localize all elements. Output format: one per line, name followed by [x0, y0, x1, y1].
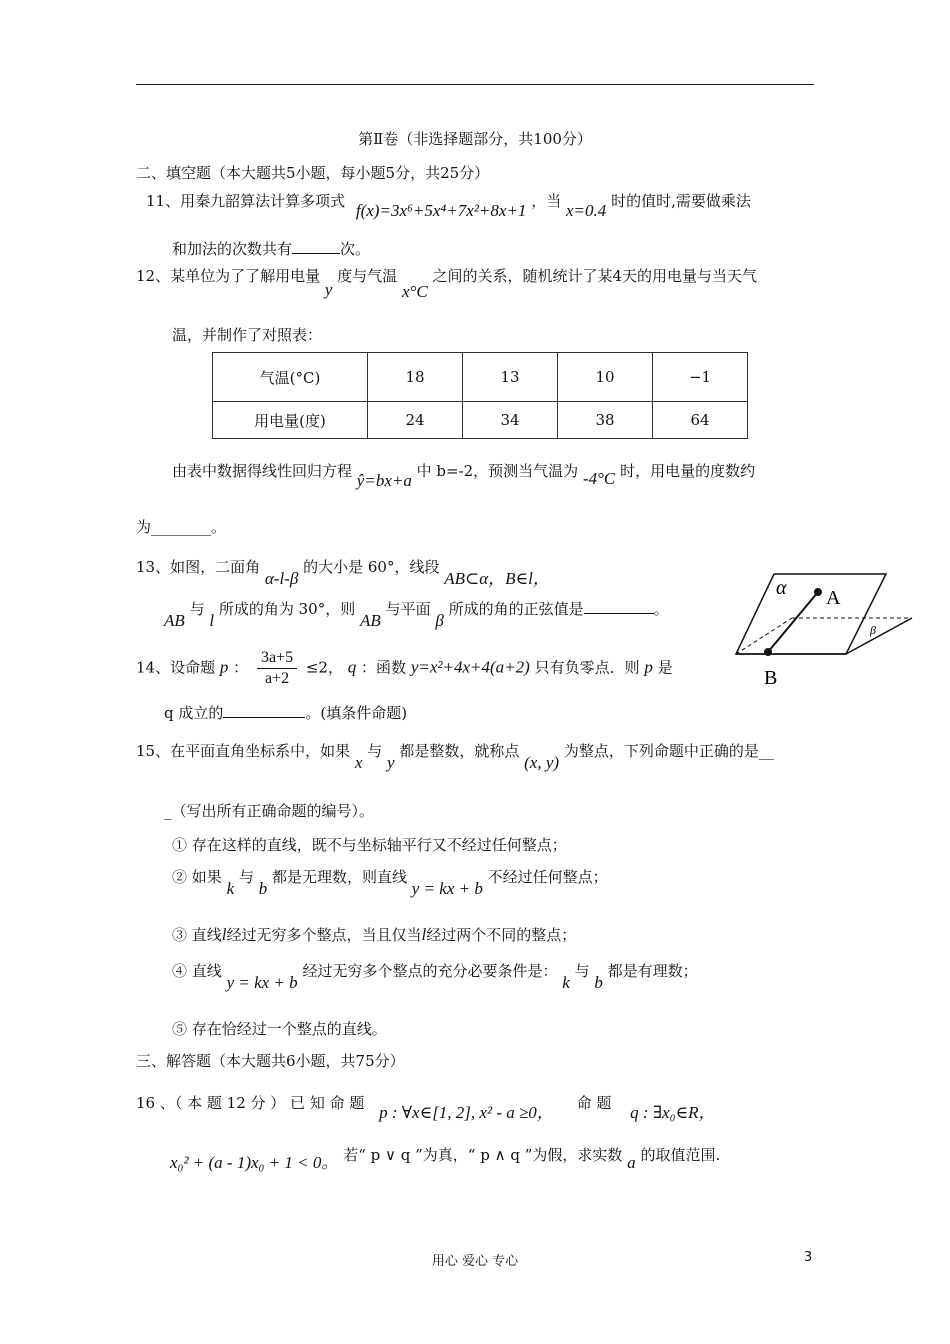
q15-o3-a: ③ 直线	[172, 926, 222, 944]
q15-lead: 15、在平面直角坐标系中，如果	[136, 742, 351, 760]
q16-line2-a: 若“ p ∨ q ”为真，“ p ∧ q ”为假，求实数	[343, 1146, 623, 1164]
q15-o3-mid: 经过无穷多个整点，当且仅当	[226, 926, 422, 944]
q12-lead: 12、某单位为了了解用电量	[136, 267, 321, 285]
q14-tail2: 是	[657, 658, 673, 677]
table-cell: 38	[558, 402, 653, 439]
q14-tail: 只有负零点．则	[534, 658, 640, 677]
q15-o3-tail: 经过两个不同的整点；	[426, 926, 577, 944]
q12-line3-b: 中 b=-2，预测当气温为	[416, 462, 579, 480]
table-cell: 34	[463, 402, 558, 439]
q11-tail: 时的值时,需要做乘法	[611, 192, 751, 210]
table-cell: 64	[653, 402, 748, 439]
plane-beta-edge-3	[846, 618, 912, 654]
q13-end: 。	[653, 600, 669, 618]
q13-lead: 13、如图，二面角	[136, 558, 261, 576]
q15-o2-mid: 都是无理数，则直线	[271, 868, 407, 886]
q15-option-3	[172, 924, 576, 945]
q12-line4: 为________。	[136, 518, 227, 536]
q15-point: (x, y)	[524, 753, 560, 772]
dihedral-figure	[730, 568, 920, 693]
q11-lead: 11、用秦九韶算法计算多项式	[146, 192, 346, 210]
q16-p-statement: p : ∀x∈[1, 2], x² - a ≥0，	[379, 1103, 554, 1122]
table-cell: 10	[558, 353, 653, 402]
q11-formula: f(x)=3x⁶+5x⁴+7x²+8x+1	[355, 201, 527, 220]
q15-line2: _（写出所有正确命题的编号）。	[164, 802, 375, 820]
q15-o4-a: ④ 直线	[172, 962, 222, 980]
q15-and: 与	[367, 742, 383, 760]
q13-ab: AB	[164, 611, 185, 630]
label-b: B	[764, 667, 778, 689]
q16-lead: 16 、（ 本 题 12 分 ） 已 知 命 题	[136, 1094, 365, 1112]
q14-answer-blank	[223, 717, 305, 718]
q12-temp: -4°C	[582, 469, 616, 488]
q15-o4-tail: 都是有理数；	[607, 962, 698, 980]
q14-p2: p	[644, 657, 653, 677]
q13-beta: β	[435, 611, 444, 630]
q16-expr: x₀² + (a - 1)x₀ + 1 < 0。	[170, 1153, 339, 1172]
table-cell: 13	[463, 353, 558, 402]
q15-o2-eq: y = kx + b	[411, 879, 483, 898]
q15-o4-mid: 经过无穷多个整点的充分必要条件是：	[302, 962, 558, 980]
q12-line3-a: 由表中数据得线性回归方程	[172, 462, 353, 480]
q13-sine-text: 所成的角的正弦值是	[448, 600, 584, 618]
q15-y: y	[387, 753, 395, 772]
q15-option-2	[172, 866, 608, 898]
q15-o4-b: b	[594, 973, 603, 992]
q16-line2	[170, 1140, 721, 1172]
q15-option-4	[172, 960, 698, 992]
q15-x: x	[354, 753, 363, 772]
q14-p: p	[219, 657, 229, 677]
q14-colon: ：	[233, 658, 249, 677]
q15-o2-a: ② 如果	[172, 868, 222, 886]
table-row	[213, 402, 748, 439]
q15-tail: 为整点，下列命题中正确的是__	[563, 742, 774, 760]
q12-line3	[172, 460, 756, 490]
q11-line2-b: 次。	[340, 240, 371, 258]
q15-o4-k: k	[562, 973, 570, 992]
table-cell: −1	[653, 353, 748, 402]
q13-answer-blank	[584, 613, 654, 614]
q12-line2: 温，并制作了对照表：	[172, 326, 323, 344]
q12-table	[212, 352, 748, 439]
q12-line1	[136, 265, 758, 301]
page-number: 3	[804, 1250, 813, 1265]
q15-o4-eq: y = kx + b	[226, 973, 298, 992]
plane-alpha	[736, 574, 886, 654]
q14-fraction	[257, 648, 297, 689]
header-rule	[136, 84, 814, 85]
q13-with: 与	[189, 600, 205, 618]
point-a	[814, 588, 822, 596]
point-b	[764, 648, 772, 656]
q13-ab2: AB	[360, 611, 381, 630]
q11-line2	[172, 238, 370, 259]
q14-frac-num: 3a+5	[257, 648, 297, 669]
q15-option-5: ⑤ 存在恰经过一个整点的直线。	[172, 1020, 387, 1038]
q14-mid: ：函数	[361, 658, 407, 677]
q11-line2-a: 和加法的次数共有	[172, 240, 293, 258]
table-header-temp: 气温(°C)	[213, 353, 368, 402]
q12-y: y	[324, 280, 333, 299]
q13-line1	[136, 552, 550, 588]
q16-mid: 命 题	[576, 1094, 612, 1112]
q14-q: q	[347, 657, 357, 677]
label-a: A	[826, 587, 841, 609]
q15-mid: 都是整数，就称点	[399, 742, 520, 760]
q13-mid: 的大小是 60°，线段	[303, 558, 440, 576]
segment-ab	[768, 592, 818, 652]
footer-text: 用心 爱心 专心	[431, 1254, 519, 1269]
q13-seg: AB⊂α，B∈l，	[444, 569, 550, 588]
q14-line2-b: 。(填条件命题)	[305, 704, 408, 722]
q15-o2-tail: 不经过任何整点；	[487, 868, 608, 886]
q15-o3-l: l	[221, 925, 227, 944]
part3-heading: 三、解答题（本大题共6小题，共75分）	[136, 1052, 405, 1070]
part2-heading: 二、填空题（本大题共5小题，每小题5分，共25分）	[136, 164, 490, 182]
q14-lead: 14、设命题	[136, 658, 216, 677]
q15-o3-l2: l	[421, 925, 427, 944]
q16-var-a: a	[627, 1153, 636, 1172]
table-cell: 24	[368, 402, 463, 439]
q11-answer-blank	[292, 253, 340, 254]
q12-x: x°C	[402, 282, 428, 301]
q12-line3-c: 时，用电量的度数约	[620, 462, 756, 480]
q13-angle: α-l-β	[264, 569, 299, 588]
q11-line1	[146, 190, 751, 220]
q15-o4-and: 与	[574, 962, 590, 980]
q12-mid: 度与气温	[337, 267, 398, 285]
table-cell: 18	[368, 353, 463, 402]
q14-line2-a: q 成立的	[164, 704, 224, 722]
q15-option-1: ① 存在这样的直线，既不与坐标轴平行又不经过任何整点；	[172, 836, 567, 854]
q14-func: y=x²+4x+4(a+2)	[410, 657, 530, 677]
q15-o2-k: k	[226, 879, 235, 898]
q14-frac-den: a+2	[264, 670, 290, 687]
q15-o2-and: 与	[238, 868, 254, 886]
q15-line1	[136, 740, 774, 772]
q12-tail: 之间的关系，随机统计了某4天的用电量与当天气	[432, 267, 758, 285]
q16-q-statement: q : ∃x₀∈R，	[630, 1103, 716, 1122]
q16-line1	[136, 1088, 716, 1122]
q13-angle-text: 所成的角为 30°，则	[218, 600, 356, 618]
q13-plane: 与平面	[385, 600, 431, 618]
q13-line2	[164, 598, 669, 630]
table-row	[213, 353, 748, 402]
label-beta: β	[870, 623, 876, 637]
q14-leq: ≤2，	[305, 658, 343, 677]
q16-line2-b: 的取值范围.	[640, 1146, 721, 1164]
q14-line2	[164, 702, 407, 723]
q12-regression: ŷ=bx+a	[356, 471, 412, 490]
label-alpha: α	[776, 577, 787, 599]
q15-o2-b: b	[258, 879, 268, 898]
q11-x-value: x=0.4	[566, 201, 607, 220]
q11-mid: ，当	[531, 192, 562, 210]
q14-line1	[136, 648, 673, 689]
q13-l: l	[209, 611, 215, 630]
table-header-power: 用电量(度)	[213, 402, 368, 439]
section-title: 第Ⅱ卷（非选择题部分，共100分）	[358, 130, 592, 148]
